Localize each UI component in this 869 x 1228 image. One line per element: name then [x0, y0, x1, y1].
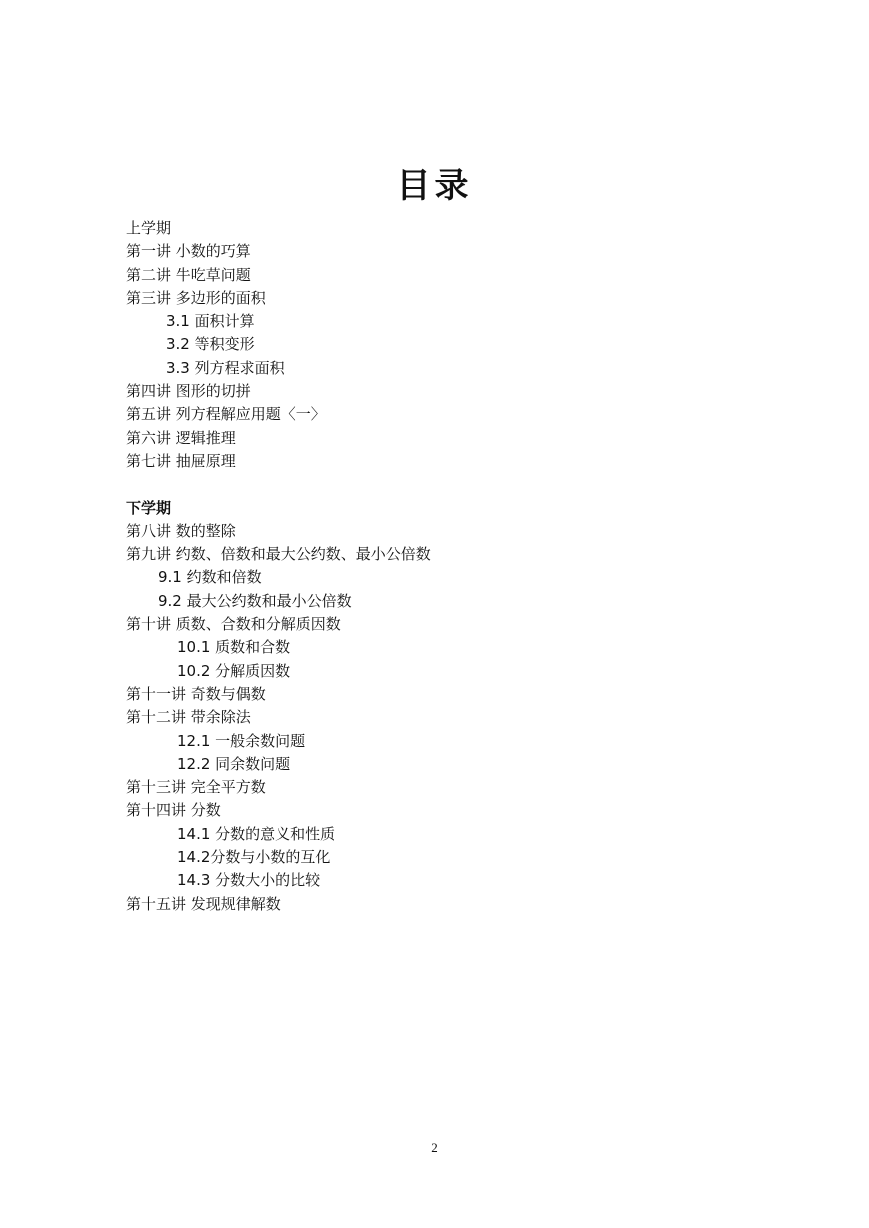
semester-heading-lower: 下学期 — [126, 498, 172, 517]
toc-chapter-8: 第八讲 数的整除 — [126, 521, 236, 540]
toc-section-10-2: 10.2 分解质因数 — [177, 661, 291, 680]
toc-section-14-1: 14.1 分数的意义和性质 — [177, 824, 336, 843]
toc-chapter-14: 第十四讲 分数 — [126, 801, 221, 820]
semester-heading-upper: 上学期 — [126, 219, 172, 237]
toc-chapter-5: 第五讲 列方程解应用题〈一〉 — [126, 405, 326, 424]
page-title: 目录 — [396, 166, 473, 206]
toc-chapter-11: 第十一讲 奇数与偶数 — [126, 684, 266, 703]
toc-chapter-12: 第十二讲 带余除法 — [126, 708, 251, 727]
toc-chapter-6: 第六讲 逻辑推理 — [126, 428, 236, 447]
toc-section-10-1: 10.1 质数和合数 — [177, 638, 291, 657]
toc-chapter-13: 第十三讲 完全平方数 — [126, 778, 266, 797]
toc-chapter-7: 第七讲 抽屉原理 — [126, 451, 236, 470]
toc-section-14-3: 14.3 分数大小的比较 — [177, 871, 321, 890]
toc-chapter-10: 第十讲 质数、合数和分解质因数 — [126, 615, 341, 634]
page-number: 2 — [431, 1140, 438, 1155]
toc-chapter-1: 第一讲 小数的巧算 — [126, 242, 251, 261]
toc-section-3-2: 3.2 等积变形 — [166, 335, 255, 354]
toc-section-14-2: 14.2分数与小数的互化 — [177, 848, 331, 867]
toc-section-12-2: 12.2 同余数问题 — [177, 754, 291, 773]
toc-section-3-1: 3.1 面积计算 — [166, 312, 255, 331]
toc-chapter-3: 第三讲 多边形的面积 — [126, 288, 266, 307]
toc-chapter-2: 第二讲 牛吃草问题 — [126, 265, 251, 284]
toc-chapter-4: 第四讲 图形的切拼 — [126, 382, 251, 401]
spacer — [126, 473, 431, 496]
toc-section-9-1: 9.1 约数和倍数 — [158, 568, 262, 587]
toc-section-9-2: 9.2 最大公约数和最小公倍数 — [158, 591, 352, 610]
toc-section-12-1: 12.1 一般余数问题 — [177, 731, 306, 750]
table-of-contents — [126, 217, 431, 916]
toc-section-3-3: 3.3 列方程求面积 — [166, 358, 285, 377]
toc-chapter-9: 第九讲 约数、倍数和最大公约数、最小公倍数 — [126, 545, 431, 564]
toc-chapter-15: 第十五讲 发现规律解数 — [126, 894, 281, 913]
